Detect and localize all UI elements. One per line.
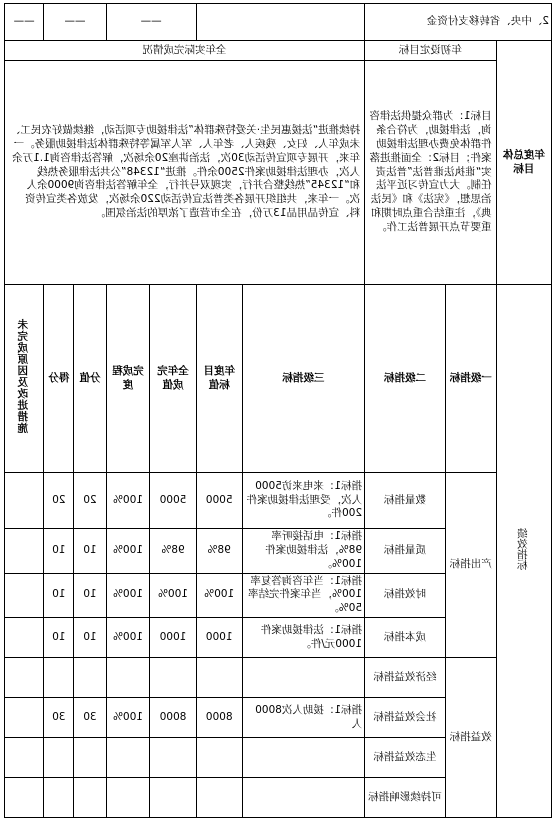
annual-target-cell: 5000 — [196, 473, 242, 529]
weight-cell: 10 — [74, 618, 106, 658]
reason-cell — [5, 698, 44, 738]
annual-goal-label — [496, 41, 551, 285]
level2-cell: 成本指标 — [365, 618, 446, 658]
completion-cell: 100% — [106, 529, 150, 574]
goal-content-row — [5, 61, 552, 285]
performance-indicator-label-text: 绩效指标 — [516, 527, 529, 570]
funding-value-3: —— — [44, 4, 106, 41]
completion-cell: 100% — [106, 698, 150, 738]
reason-cell — [5, 738, 44, 778]
funding-source-label: 2、中央、省转移支付资金 — [365, 4, 552, 41]
level3-cell: 指标1：电话接听率98%，法律援助案件100%。 — [242, 529, 364, 574]
score-cell — [44, 738, 74, 778]
reason-cell — [5, 658, 44, 698]
level2-cell: 质量指标 — [365, 529, 446, 574]
header-reason-text: 未完成原因及改进措施 — [17, 318, 30, 434]
annual-goal-label-text: 年度总体目标 — [502, 148, 545, 175]
header-level1: 一级指标 — [445, 285, 496, 473]
annual-target-cell: 98% — [196, 529, 242, 574]
header-level2: 二级指标 — [365, 285, 446, 473]
header-annual-target: 年度目标值 — [196, 285, 242, 473]
actual-value-cell: 98% — [150, 529, 196, 574]
completion-cell: 100% — [106, 618, 150, 658]
reason-cell — [5, 618, 44, 658]
actual-completion-header: 全年实际完成情况 — [5, 41, 365, 61]
score-cell: 10 — [44, 529, 74, 574]
top-funding-row — [5, 4, 552, 41]
actual-value-cell: 8000 — [150, 698, 196, 738]
planned-goal-header: 年初设定目标 — [365, 41, 497, 61]
actual-completion-text: 持续推进“法援惠民生·关爱特殊群体”法律援助专项活动，继续做好农民工、未成年人、妇女、残疾人、老年人、军人军属等特殊群体法律援助服务。一年来，开展专项宣传活动30次，法治讲座20余场次，解答法律咨询1.1万余人次，办理法律援助案件2500余件。推进“12348”公共法律服务热线和“12345”热线整合并行，实现双号并行，全年解答法律咨询9000余人次。一年来，共组织开展各类普法宣传活动220余场次，发放各类宣传资料、宣传品用品13万份，在全市营造了浓厚的法治氛围。 — [5, 61, 365, 285]
weight-cell: 20 — [74, 473, 106, 529]
annual-target-cell — [196, 778, 242, 818]
weight-cell — [74, 658, 106, 698]
level3-cell — [242, 658, 364, 698]
header-completion: 完成程度 — [106, 285, 150, 473]
header-reason — [5, 285, 44, 473]
level2-cell: 社会效益指标 — [365, 698, 446, 738]
weight-cell: 10 — [74, 529, 106, 574]
level2-cell: 数量指标 — [365, 473, 446, 529]
header-actual-value: 全年完成值 — [150, 285, 196, 473]
score-cell — [44, 658, 74, 698]
reason-cell — [5, 473, 44, 529]
level3-cell: 指标1：当年咨询答复率100%，当年案件完结率50%。 — [242, 573, 364, 618]
weight-cell — [74, 778, 106, 818]
level2-cell: 时效指标 — [365, 573, 446, 618]
header-level3: 三级指标 — [242, 285, 364, 473]
score-cell: 10 — [44, 573, 74, 618]
weight-cell — [74, 738, 106, 778]
actual-value-cell — [150, 738, 196, 778]
annual-target-cell: 1000 — [196, 618, 242, 658]
performance-table — [4, 3, 552, 818]
level3-cell — [242, 738, 364, 778]
level3-cell — [242, 778, 364, 818]
actual-value-cell — [150, 778, 196, 818]
table-row — [5, 473, 552, 529]
actual-value-cell: 5000 — [150, 473, 196, 529]
weight-cell: 10 — [74, 573, 106, 618]
annual-target-cell: 8000 — [196, 698, 242, 738]
output-indicator-label: 产出指标 — [445, 473, 496, 658]
performance-indicator-label — [496, 285, 551, 818]
completion-cell: 100% — [106, 473, 150, 529]
annual-target-cell — [196, 658, 242, 698]
level3-cell: 指标1：来电来访5000人次，受理法律援助案件200件。 — [242, 473, 364, 529]
level3-cell: 指标1：法律援助案件1000元/件。 — [242, 618, 364, 658]
level3-cell: 指标1：援助人次8000人 — [242, 698, 364, 738]
benefit-indicator-label: 效益指标 — [445, 658, 496, 818]
reason-cell — [5, 778, 44, 818]
completion-cell — [106, 778, 150, 818]
completion-cell — [106, 738, 150, 778]
level2-cell: 可持续影响指标 — [365, 778, 446, 818]
score-cell: 30 — [44, 698, 74, 738]
level2-cell: 生态效益指标 — [365, 738, 446, 778]
indicator-header-row — [5, 285, 552, 473]
annual-target-cell — [196, 738, 242, 778]
annual-target-cell: 100% — [196, 573, 242, 618]
table-row — [5, 658, 552, 698]
header-weight: 分值 — [74, 285, 106, 473]
actual-value-cell: 100% — [150, 573, 196, 618]
weight-cell: 30 — [74, 698, 106, 738]
funding-value-2: —— — [106, 4, 196, 41]
actual-value-cell: 1000 — [150, 618, 196, 658]
completion-cell — [106, 658, 150, 698]
actual-value-cell — [150, 658, 196, 698]
header-score: 得分 — [44, 285, 74, 473]
funding-value-1 — [196, 4, 364, 41]
score-cell — [44, 778, 74, 818]
level2-cell: 经济效益指标 — [365, 658, 446, 698]
score-cell: 20 — [44, 473, 74, 529]
completion-cell: 100% — [106, 573, 150, 618]
score-cell: 10 — [44, 618, 74, 658]
funding-value-4: —— — [5, 4, 44, 41]
planned-goal-text: 目标1：为群众提供法律咨询，法律援助，为符合条件群体免费办理法律援助案件；目标2：全面推进落实“谁执法谁普法”普法责任制。大力宣传习近平法治思想，《宪法》和《民法典》，注重结合重点时期和重要节点开展普法工作。 — [365, 61, 497, 285]
reason-cell — [5, 529, 44, 574]
reason-cell — [5, 573, 44, 618]
goal-header-row — [5, 41, 552, 61]
